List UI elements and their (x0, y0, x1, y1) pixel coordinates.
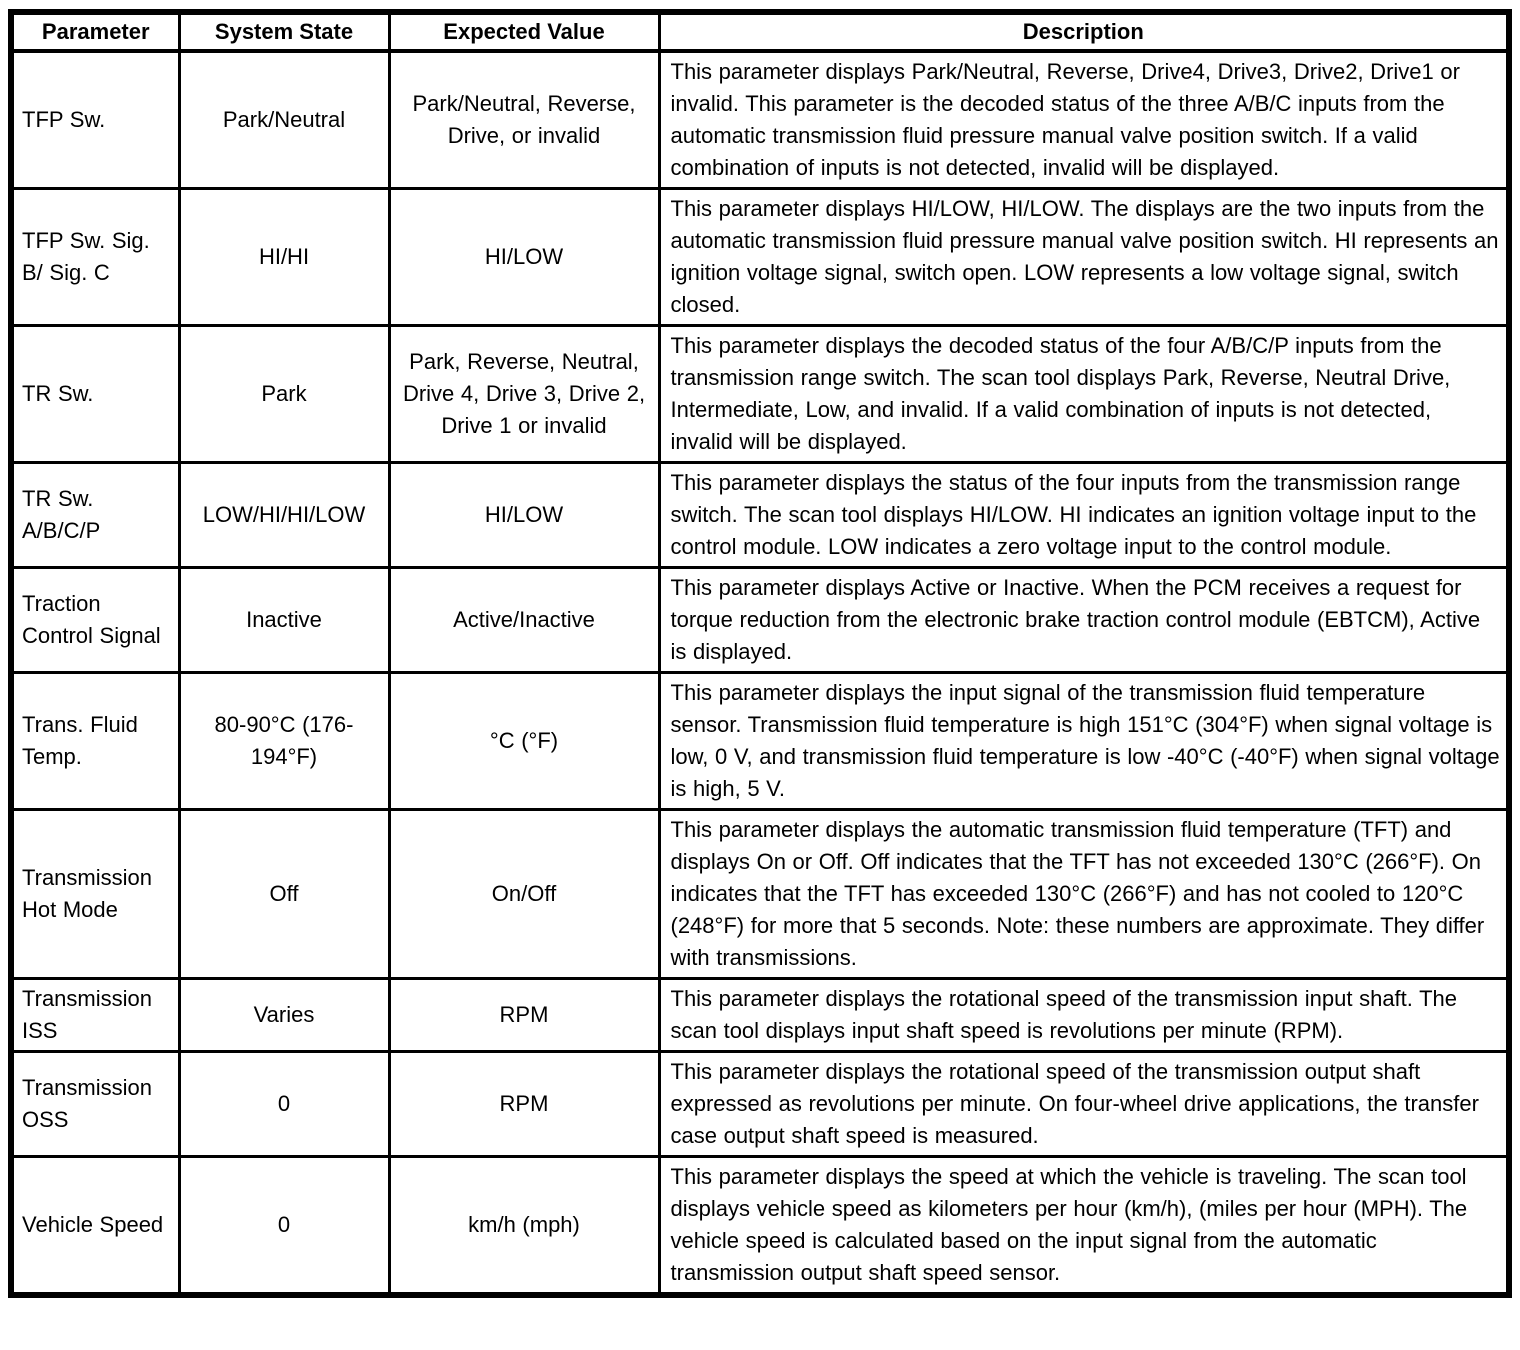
system-state-cell: LOW/HI/HI/LOW (179, 463, 389, 568)
description-cell: This parameter displays the input signal of the transmission fluid temperature sensor. Transmission fluid temperature is high 151°C (304°F) when signal voltage is low, 0 V, and transmission fluid temperature is low -40°C (-40°F) when signal voltage is high, 5 V. (659, 673, 1509, 810)
parameter-cell: Vehicle Speed (11, 1157, 179, 1296)
expected-value-cell: Park, Reverse, Neutral, Drive 4, Drive 3, Drive 2, Drive 1 or invalid (389, 326, 659, 463)
column-header-parameter: Parameter (11, 12, 179, 51)
table-row (11, 1052, 1509, 1157)
description-cell: This parameter displays Active or Inactive. When the PCM receives a request for torque reduction from the electronic brake traction control module (EBTCM), Active is displayed. (659, 568, 1509, 673)
system-state-cell: Park/Neutral (179, 51, 389, 189)
description-cell: This parameter displays the rotational speed of the transmission input shaft. The scan tool displays input shaft speed is revolutions per minute (RPM). (659, 979, 1509, 1052)
scan-tool-parameter-table (8, 9, 1512, 1298)
description-cell: This parameter displays the speed at which the vehicle is traveling. The scan tool displays vehicle speed as kilometers per hour (km/h), (miles per hour (MPH). The vehicle speed is calculated based on the input signal from the automatic transmission output shaft speed sensor. (659, 1157, 1509, 1296)
column-header-expected-value: Expected Value (389, 12, 659, 51)
system-state-cell: Off (179, 810, 389, 979)
description-cell: This parameter displays the decoded status of the four A/B/C/P inputs from the transmission range switch. The scan tool displays Park, Reverse, Neutral Drive, Intermediate, Low, and invalid. If a valid combination of inputs is not detected, invalid will be displayed. (659, 326, 1509, 463)
expected-value-cell: Active/Inactive (389, 568, 659, 673)
expected-value-cell: Park/Neutral, Reverse, Drive, or invalid (389, 51, 659, 189)
system-state-cell: 80-90°C (176-194°F) (179, 673, 389, 810)
system-state-cell: 0 (179, 1157, 389, 1296)
table-row (11, 51, 1509, 189)
table-header-row (11, 12, 1509, 51)
expected-value-cell: On/Off (389, 810, 659, 979)
expected-value-cell: HI/LOW (389, 463, 659, 568)
description-cell: This parameter displays the status of the four inputs from the transmission range switch. The scan tool displays HI/LOW. HI indicates an ignition voltage input to the control module. LOW indicates a zero voltage input to the control module. (659, 463, 1509, 568)
column-header-description: Description (659, 12, 1509, 51)
parameter-cell: TFP Sw. Sig. B/ Sig. C (11, 189, 179, 326)
table-row (11, 1157, 1509, 1296)
table-row (11, 979, 1509, 1052)
expected-value-cell: HI/LOW (389, 189, 659, 326)
description-cell: This parameter displays Park/Neutral, Reverse, Drive4, Drive3, Drive2, Drive1 or invalid. This parameter is the decoded status of the three A/B/C inputs from the automatic transmission fluid pressure manual valve position switch. If a valid combination of inputs is not detected, invalid will be displayed. (659, 51, 1509, 189)
parameter-cell: Traction Control Signal (11, 568, 179, 673)
parameter-cell: TR Sw. A/B/C/P (11, 463, 179, 568)
expected-value-cell: RPM (389, 1052, 659, 1157)
system-state-cell: Varies (179, 979, 389, 1052)
table-row (11, 189, 1509, 326)
description-cell: This parameter displays the rotational speed of the transmission output shaft expressed as revolutions per minute. On four-wheel drive applications, the transfer case output shaft speed is measured. (659, 1052, 1509, 1157)
parameter-cell: Trans. Fluid Temp. (11, 673, 179, 810)
parameter-cell: TR Sw. (11, 326, 179, 463)
system-state-cell: 0 (179, 1052, 389, 1157)
table-row (11, 326, 1509, 463)
column-header-system-state: System State (179, 12, 389, 51)
expected-value-cell: RPM (389, 979, 659, 1052)
system-state-cell: Park (179, 326, 389, 463)
parameter-cell: Transmission Hot Mode (11, 810, 179, 979)
parameter-cell: TFP Sw. (11, 51, 179, 189)
table-row (11, 463, 1509, 568)
description-cell: This parameter displays the automatic transmission fluid temperature (TFT) and displays On or Off. Off indicates that the TFT has not exceeded 130°C (266°F). On indicates that the TFT has exceeded 130°C (266°F) and has not cooled to 120°C (248°F) for more that 5 seconds. Note: these numbers are approximate. They differ with transmissions. (659, 810, 1509, 979)
system-state-cell: Inactive (179, 568, 389, 673)
system-state-cell: HI/HI (179, 189, 389, 326)
table-row (11, 568, 1509, 673)
expected-value-cell: km/h (mph) (389, 1157, 659, 1296)
expected-value-cell: °C (°F) (389, 673, 659, 810)
parameter-cell: Transmission OSS (11, 1052, 179, 1157)
table-row (11, 673, 1509, 810)
table-row (11, 810, 1509, 979)
description-cell: This parameter displays HI/LOW, HI/LOW. The displays are the two inputs from the automatic transmission fluid pressure manual valve position switch. HI represents an ignition voltage signal, switch open. LOW represents a low voltage signal, switch closed. (659, 189, 1509, 326)
parameter-cell: Transmission ISS (11, 979, 179, 1052)
